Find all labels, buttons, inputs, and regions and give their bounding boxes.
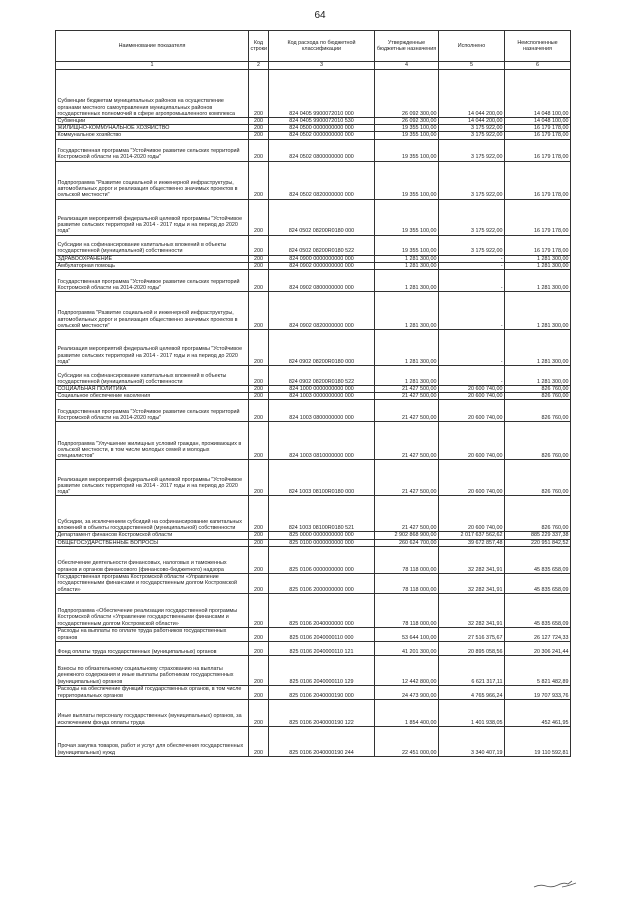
- row-kbk: 824 1003 0800000000 000: [269, 400, 375, 422]
- row-executed: -: [439, 292, 505, 330]
- row-unexecuted: 26 127 724,33: [505, 627, 571, 641]
- row-unexecuted: 5 821 482,89: [505, 655, 571, 685]
- row-kbk: 825 0000 0000000000 000: [269, 532, 375, 539]
- row-code: 200: [249, 627, 269, 641]
- row-approved: 19 355 100,00: [375, 132, 439, 139]
- row-executed: -: [439, 270, 505, 292]
- header-unexecuted: Неисполненные назначения: [505, 31, 571, 62]
- header-number: 1: [56, 62, 249, 70]
- row-name: Обеспечение деятельности финансовых, налоговых и таможенных органов и органов финансового (финансово-бюджетного) надзора: [56, 546, 249, 573]
- row-code: 200: [249, 199, 269, 235]
- row-code: 200: [249, 641, 269, 655]
- row-executed: 3 175 922,00: [439, 161, 505, 199]
- row-executed: 20 600 740,00: [439, 422, 505, 460]
- row-kbk: 824 0405 9900072010 530: [269, 118, 375, 125]
- row-name: СОЦИАЛЬНАЯ ПОЛИТИКА: [56, 386, 249, 393]
- row-code: 200: [249, 125, 269, 132]
- row-unexecuted: 1 281 300,00: [505, 366, 571, 386]
- row-approved: 19 355 100,00: [375, 199, 439, 235]
- row-code: 200: [249, 161, 269, 199]
- row-name: Подпрограмма "Улучшение жилищных условий граждан, проживающих в сельской местности, в том числе молодых семей и молодых специалистов": [56, 422, 249, 460]
- row-code: 200: [249, 255, 269, 262]
- row-code: 200: [249, 118, 269, 125]
- row-unexecuted: 19 110 592,81: [505, 726, 571, 756]
- row-executed: -: [439, 366, 505, 386]
- row-unexecuted: 1 281 300,00: [505, 330, 571, 366]
- header-kbk: Код расхода по бюджетной классификации: [269, 31, 375, 62]
- row-approved: 21 427 500,00: [375, 393, 439, 400]
- table-row: [56, 546, 571, 573]
- row-kbk: 825 0106 2000000000 000: [269, 573, 375, 593]
- table-row: [56, 699, 571, 726]
- row-unexecuted: 826 760,00: [505, 386, 571, 393]
- table-row: [56, 532, 571, 539]
- row-approved: 12 442 800,00: [375, 655, 439, 685]
- row-name: Подпрограмма "Развитие социальной и инженерной инфраструктуры, автомобильных дорог и реализация общественно значимых проектов в сельской местности": [56, 292, 249, 330]
- table-row: [56, 270, 571, 292]
- row-unexecuted: 826 760,00: [505, 393, 571, 400]
- row-name: Субсидии на софинансирование капитальных вложений в объекты государственной (муниципальной) собственности: [56, 235, 249, 255]
- row-code: 200: [249, 685, 269, 699]
- row-name: Взносы по обязательному социальному страхованию на выплаты денежного содержания и иные выплаты работникам государственных (муниципальных) органов: [56, 655, 249, 685]
- row-unexecuted: 14 048 100,00: [505, 70, 571, 118]
- row-name: ОБЩЕГОСУДАРСТВЕННЫЕ ВОПРОСЫ: [56, 539, 249, 546]
- row-executed: -: [439, 330, 505, 366]
- row-code: 200: [249, 573, 269, 593]
- row-name: Государственная программа "Устойчивое развитие сельских территорий Костромской области на 2014-2020 годы": [56, 139, 249, 161]
- row-name: Субвенции бюджетам муниципальных районов на осуществление органами местного самоуправления муниципальных районов государственных полномочий в сфере агропромышленного комплекса: [56, 70, 249, 118]
- row-unexecuted: 16 179 178,00: [505, 235, 571, 255]
- row-approved: 21 427 500,00: [375, 422, 439, 460]
- row-name: Реализация мероприятий федеральной целевой программы "Устойчивое развитие сельских территорий на 2014 - 2017 годы и на период до 2020 года": [56, 330, 249, 366]
- row-kbk: 825 0100 0000000000 000: [269, 539, 375, 546]
- row-name: Реализация мероприятий федеральной целевой программы "Устойчивое развитие сельских территорий на 2014 - 2017 годы и на период до 2020 года": [56, 460, 249, 496]
- row-kbk: 824 1003 0810000000 000: [269, 422, 375, 460]
- row-executed: 32 282 341,91: [439, 593, 505, 627]
- table-row: [56, 685, 571, 699]
- page-number: 64: [314, 10, 326, 21]
- row-executed: 3 175 922,00: [439, 139, 505, 161]
- row-approved: 1 281 300,00: [375, 255, 439, 262]
- row-approved: 22 451 000,00: [375, 726, 439, 756]
- signature-mark: [532, 877, 578, 891]
- row-approved: 78 118 000,00: [375, 546, 439, 573]
- row-approved: 2 902 868 900,00: [375, 532, 439, 539]
- row-name: ЖИЛИЩНО-КОММУНАЛЬНОЕ ХОЗЯЙСТВО: [56, 125, 249, 132]
- row-unexecuted: 1 281 300,00: [505, 262, 571, 269]
- row-code: 200: [249, 726, 269, 756]
- table-row: [56, 539, 571, 546]
- row-code: 200: [249, 132, 269, 139]
- table-row: [56, 573, 571, 593]
- row-unexecuted: 45 835 658,09: [505, 593, 571, 627]
- table-row: [56, 400, 571, 422]
- table-row: [56, 125, 571, 132]
- row-executed: 32 282 341,91: [439, 573, 505, 593]
- table-row: [56, 255, 571, 262]
- row-name: Департамент финансов Костромской области: [56, 532, 249, 539]
- row-executed: 3 175 922,00: [439, 235, 505, 255]
- row-code: 200: [249, 546, 269, 573]
- row-kbk: 825 0106 0000000000 000: [269, 546, 375, 573]
- row-unexecuted: 1 281 300,00: [505, 292, 571, 330]
- row-executed: 14 044 200,00: [439, 70, 505, 118]
- header-number: 4: [375, 62, 439, 70]
- row-unexecuted: 826 760,00: [505, 400, 571, 422]
- row-kbk: 825 0106 2040000000 000: [269, 593, 375, 627]
- row-name: ЗДРАВООХРАНЕНИЕ: [56, 255, 249, 262]
- row-code: 200: [249, 139, 269, 161]
- row-code: 200: [249, 386, 269, 393]
- table-row: [56, 366, 571, 386]
- row-unexecuted: 1 281 300,00: [505, 255, 571, 262]
- row-code: 200: [249, 593, 269, 627]
- row-kbk: 825 0106 2040000110 121: [269, 641, 375, 655]
- table-row: [56, 593, 571, 627]
- row-unexecuted: 16 179 178,00: [505, 199, 571, 235]
- row-unexecuted: 20 306 241,44: [505, 641, 571, 655]
- row-code: 200: [249, 292, 269, 330]
- row-approved: 1 281 300,00: [375, 270, 439, 292]
- row-name: Подпрограмма «Обеспечение реализации государственной программы Костромской области «Управление государственными финансами и государственным долгом Костромской области»: [56, 593, 249, 627]
- table-row: [56, 726, 571, 756]
- header-number: 6: [505, 62, 571, 70]
- row-kbk: 824 0502 0000000000 000: [269, 132, 375, 139]
- row-approved: 21 427 500,00: [375, 386, 439, 393]
- row-name: Расходы на выплаты по оплате труда работников государственных органов: [56, 627, 249, 641]
- row-name: Государственная программа Костромской области «Управление государственными финансами и государственным долгом Костромской области»: [56, 573, 249, 593]
- row-executed: 3 175 922,00: [439, 125, 505, 132]
- row-kbk: 824 0902 0000000000 000: [269, 262, 375, 269]
- row-approved: 19 355 100,00: [375, 161, 439, 199]
- row-executed: 3 340 407,19: [439, 726, 505, 756]
- row-code: 200: [249, 262, 269, 269]
- row-executed: 20 600 740,00: [439, 460, 505, 496]
- row-executed: 14 044 200,00: [439, 118, 505, 125]
- row-code: 200: [249, 655, 269, 685]
- table-row: [56, 70, 571, 118]
- row-code: 200: [249, 400, 269, 422]
- header-code: Код строки: [249, 31, 269, 62]
- row-executed: 20 600 740,00: [439, 496, 505, 532]
- row-kbk: 824 0902 0820000000 000: [269, 292, 375, 330]
- row-unexecuted: 452 461,95: [505, 699, 571, 726]
- table-row: [56, 422, 571, 460]
- row-unexecuted: 16 179 178,00: [505, 125, 571, 132]
- row-executed: 20 600 740,00: [439, 393, 505, 400]
- row-approved: 21 427 500,00: [375, 496, 439, 532]
- row-name: Государственная программа "Устойчивое развитие сельских территорий Костромской области на 2014-2020 годы": [56, 400, 249, 422]
- budget-execution-table: [55, 30, 571, 757]
- row-approved: 1 281 300,00: [375, 292, 439, 330]
- table-row: [56, 132, 571, 139]
- row-unexecuted: 885 229 337,38: [505, 532, 571, 539]
- row-executed: 2 017 637 562,62: [439, 532, 505, 539]
- row-kbk: 824 1003 08100R0180 521: [269, 496, 375, 532]
- row-kbk: 824 0902 08200R0180 000: [269, 330, 375, 366]
- row-approved: 78 118 000,00: [375, 593, 439, 627]
- table-row: [56, 460, 571, 496]
- row-approved: 78 118 000,00: [375, 573, 439, 593]
- row-code: 200: [249, 539, 269, 546]
- row-kbk: 824 0502 0820000000 000: [269, 161, 375, 199]
- row-kbk: 824 0405 9900072010 000: [269, 70, 375, 118]
- row-name: Государственная программа "Устойчивое развитие сельских территорий Костромской области на 2014-2020 годы": [56, 270, 249, 292]
- table-row: [56, 118, 571, 125]
- table-header: [56, 31, 571, 70]
- row-unexecuted: 19 707 933,76: [505, 685, 571, 699]
- row-kbk: 824 0500 0000000000 000: [269, 125, 375, 132]
- row-executed: 4 765 966,24: [439, 685, 505, 699]
- row-name: Иные выплаты персоналу государственных (муниципальных) органов, за исключением фонда оплаты труда: [56, 699, 249, 726]
- header-executed: Исполнено: [439, 31, 505, 62]
- row-kbk: 824 1003 0000000000 000: [269, 393, 375, 400]
- row-executed: 32 282 341,91: [439, 546, 505, 573]
- table-row: [56, 496, 571, 532]
- row-approved: 21 427 500,00: [375, 400, 439, 422]
- row-kbk: 824 1003 08100R0180 000: [269, 460, 375, 496]
- row-unexecuted: 16 179 178,00: [505, 132, 571, 139]
- row-executed: 20 600 740,00: [439, 400, 505, 422]
- row-name: Реализация мероприятий федеральной целевой программы "Устойчивое развитие сельских территорий на 2014 - 2017 годы и на период до 2020 года": [56, 199, 249, 235]
- row-executed: -: [439, 255, 505, 262]
- row-unexecuted: 45 835 658,09: [505, 573, 571, 593]
- row-name: Подпрограмма "Развитие социальной и инженерной инфраструктуры, автомобильных дорог и реализация общественно значимых проектов в сельской местности": [56, 161, 249, 199]
- row-executed: 1 401 938,05: [439, 699, 505, 726]
- row-executed: 39 672 857,48: [439, 539, 505, 546]
- header-number: 2: [249, 62, 269, 70]
- row-approved: 26 092 300,00: [375, 118, 439, 125]
- row-code: 200: [249, 235, 269, 255]
- row-executed: 6 621 317,11: [439, 655, 505, 685]
- row-unexecuted: 826 760,00: [505, 460, 571, 496]
- row-approved: 26 092 300,00: [375, 70, 439, 118]
- row-unexecuted: 826 760,00: [505, 496, 571, 532]
- row-kbk: 824 0502 08200R0180 522: [269, 235, 375, 255]
- row-kbk: 825 0106 2040000110 129: [269, 655, 375, 685]
- row-kbk: 824 0902 0800000000 000: [269, 270, 375, 292]
- row-code: 200: [249, 70, 269, 118]
- table-row: [56, 161, 571, 199]
- row-executed: 20 895 058,56: [439, 641, 505, 655]
- table-row: [56, 199, 571, 235]
- row-approved: 21 427 500,00: [375, 460, 439, 496]
- row-code: 200: [249, 699, 269, 726]
- table-row: [56, 292, 571, 330]
- row-kbk: 824 1000 0000000000 000: [269, 386, 375, 393]
- row-kbk: 825 0106 2040000110 000: [269, 627, 375, 641]
- row-approved: 1 281 300,00: [375, 366, 439, 386]
- row-approved: 1 281 300,00: [375, 330, 439, 366]
- row-unexecuted: 1 281 300,00: [505, 270, 571, 292]
- row-code: 200: [249, 496, 269, 532]
- row-kbk: 825 0106 2040000190 000: [269, 685, 375, 699]
- row-name: Субсидии на софинансирование капитальных вложений в объекты государственной (муниципальной) собственности: [56, 366, 249, 386]
- row-code: 200: [249, 532, 269, 539]
- row-executed: 20 600 740,00: [439, 386, 505, 393]
- row-name: Амбулаторная помощь: [56, 262, 249, 269]
- row-code: 200: [249, 366, 269, 386]
- row-approved: 1 854 400,00: [375, 699, 439, 726]
- row-approved: 53 644 100,00: [375, 627, 439, 641]
- row-name: Фонд оплаты труда государственных (муниципальных) органов: [56, 641, 249, 655]
- row-code: 200: [249, 393, 269, 400]
- row-approved: 260 624 700,00: [375, 539, 439, 546]
- row-kbk: 824 0900 0000000000 000: [269, 255, 375, 262]
- table-body: [56, 70, 571, 757]
- row-unexecuted: 220 951 842,52: [505, 539, 571, 546]
- row-code: 200: [249, 460, 269, 496]
- row-unexecuted: 826 760,00: [505, 422, 571, 460]
- row-name: Прочая закупка товаров, работ и услуг для обеспечения государственных (муниципальных) нужд: [56, 726, 249, 756]
- row-approved: 19 355 100,00: [375, 235, 439, 255]
- header-name: Наименование показателя: [56, 31, 249, 62]
- row-approved: 19 355 100,00: [375, 139, 439, 161]
- row-name: Социальное обеспечение населения: [56, 393, 249, 400]
- header-number: 3: [269, 62, 375, 70]
- row-kbk: 824 0902 08200R0180 522: [269, 366, 375, 386]
- row-unexecuted: 16 179 178,00: [505, 161, 571, 199]
- row-code: 200: [249, 330, 269, 366]
- row-kbk: 824 0502 0800000000 000: [269, 139, 375, 161]
- header-approved: Утвержденные бюджетные назначения: [375, 31, 439, 62]
- table-row: [56, 627, 571, 641]
- table-row: [56, 386, 571, 393]
- row-executed: -: [439, 262, 505, 269]
- row-approved: 41 201 300,00: [375, 641, 439, 655]
- row-kbk: 825 0106 2040000190 122: [269, 699, 375, 726]
- row-kbk: 824 0502 08200R0180 000: [269, 199, 375, 235]
- table-row: [56, 262, 571, 269]
- row-unexecuted: 16 179 178,00: [505, 139, 571, 161]
- row-kbk: 825 0106 2040000190 244: [269, 726, 375, 756]
- table-row: [56, 641, 571, 655]
- table-row: [56, 393, 571, 400]
- row-name: Расходы на обеспечение функций государственных органов, в том числе территориальных органов: [56, 685, 249, 699]
- row-executed: 27 516 375,67: [439, 627, 505, 641]
- row-approved: 24 473 900,00: [375, 685, 439, 699]
- row-unexecuted: 14 048 100,00: [505, 118, 571, 125]
- table-row: [56, 330, 571, 366]
- header-number: 5: [439, 62, 505, 70]
- row-name: Коммунальное хозяйство: [56, 132, 249, 139]
- table-row: [56, 235, 571, 255]
- row-approved: 1 281 300,00: [375, 262, 439, 269]
- table-row: [56, 139, 571, 161]
- row-code: 200: [249, 422, 269, 460]
- row-name: Субвенции: [56, 118, 249, 125]
- row-unexecuted: 45 835 658,09: [505, 546, 571, 573]
- row-code: 200: [249, 270, 269, 292]
- row-name: Субсидии, за исключением субсидий на софинансирование капитальных вложений в объекты государственной (муниципальной) собственности: [56, 496, 249, 532]
- table-row: [56, 655, 571, 685]
- row-approved: 19 355 100,00: [375, 125, 439, 132]
- row-executed: 3 175 922,00: [439, 132, 505, 139]
- row-executed: 3 175 922,00: [439, 199, 505, 235]
